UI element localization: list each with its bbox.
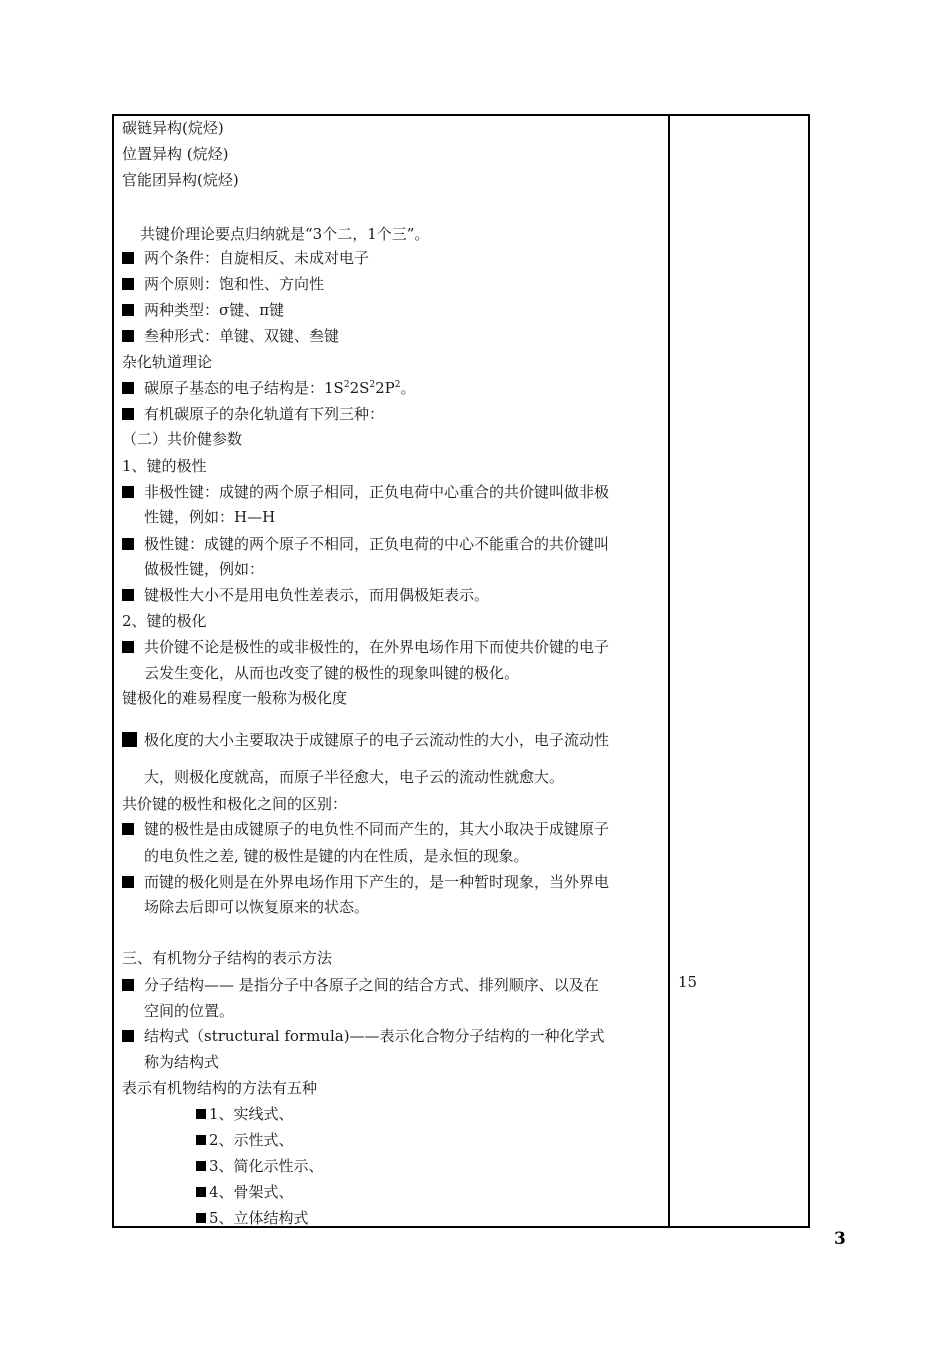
bullet-item: 有机碳原子的杂化轨道有下列三种：	[122, 405, 384, 423]
text-line: 碳链异构(烷烃)	[122, 119, 224, 137]
square-bullet-icon	[122, 823, 134, 835]
square-bullet-icon	[196, 1161, 206, 1171]
text-line-continued: 性键，例如：H—H	[144, 508, 276, 526]
square-bullet-icon	[122, 876, 134, 888]
square-bullet-icon	[122, 486, 134, 498]
square-bullet-icon	[122, 641, 134, 653]
text-line-continued: 称为结构式	[144, 1053, 220, 1071]
method-item: 2、示性式、	[196, 1131, 294, 1149]
bullet-item: 极性键：成键的两个原子不相同，正负电荷的中心不能重合的共价键叫	[122, 535, 609, 553]
square-bullet-icon	[196, 1213, 206, 1223]
bullet-item: 共价键不论是极性的或非极性的，在外界电场作用下而使共价键的电子	[122, 638, 609, 656]
method-item: 4、骨架式、	[196, 1183, 294, 1201]
square-bullet-icon	[122, 408, 134, 420]
bullet-item: 键的极性是由成键原子的电负性不同而产生的，其大小取决于成键原子	[122, 820, 609, 838]
text-line: 共键价理论要点归纳就是“3个二，1个三”。	[140, 225, 430, 243]
text-line: 表示有机物结构的方法有五种	[122, 1079, 318, 1097]
text-line: 官能团异构(烷烃)	[122, 171, 239, 189]
text-line: 杂化轨道理论	[122, 353, 213, 371]
square-bullet-icon	[122, 252, 134, 264]
bullet-item: 两个条件：自旋相反、未成对电子	[122, 249, 369, 267]
text-line: 共价键的极性和极化之间的区别：	[122, 795, 348, 813]
text-line: 2、键的极化	[122, 612, 207, 630]
content-table	[112, 114, 810, 1228]
bullet-item: 结构式（structural formula)——表示化合物分子结构的一种化学式	[122, 1027, 605, 1045]
text-line-continued: 做极性键，例如：	[144, 560, 265, 578]
page-number: 3	[834, 1229, 846, 1249]
bullet-item: 叁种形式：单键、双键、叁键	[122, 327, 339, 345]
square-bullet-icon	[196, 1109, 206, 1119]
bullet-item: 两个原则：饱和性、方向性	[122, 275, 324, 293]
text-line-continued: 空间的位置。	[144, 1002, 235, 1020]
square-bullet-icon	[122, 1030, 134, 1042]
method-item: 3、简化示性示、	[196, 1157, 324, 1175]
square-bullet-icon	[122, 382, 134, 394]
method-item: 1、实线式、	[196, 1105, 294, 1123]
time-cell	[678, 972, 798, 991]
square-bullet-icon	[122, 979, 134, 991]
square-bullet-icon	[122, 538, 134, 550]
text-line: 位置异构 (烷烃)	[122, 145, 229, 163]
square-bullet-icon	[122, 589, 134, 601]
bullet-item: 分子结构—— 是指分子中各原子之间的结合方式、排列顺序、以及在	[122, 976, 599, 994]
bullet-item: 键极性大小不是用电负性差表示，而用偶极矩表示。	[122, 586, 489, 604]
text-line: 键极化的难易程度一般称为极化度	[122, 689, 348, 707]
text-line: 1、键的极性	[122, 457, 207, 475]
square-bullet-icon	[122, 330, 134, 342]
square-bullet-icon	[196, 1187, 206, 1197]
time-value: 15	[678, 973, 698, 991]
square-bullet-icon	[122, 278, 134, 290]
bullet-item: 两种类型：σ键、π键	[122, 301, 284, 319]
section-heading: 三、有机物分子结构的表示方法	[122, 949, 333, 967]
bullet-item: 而键的极化则是在外界电场作用下产生的，是一种暂时现象，当外界电	[122, 873, 609, 891]
text-line-continued: 场除去后即可以恢复原来的状态。	[144, 898, 370, 916]
square-bullet-icon	[196, 1135, 206, 1145]
square-bullet-icon	[122, 304, 134, 316]
text-line: （二）共价健参数	[122, 430, 243, 448]
method-item: 5、立体结构式	[196, 1209, 309, 1227]
bullet-item: 极化度的大小主要取决于成键原子的电子云流动性的大小，电子流动性	[122, 731, 609, 749]
bullet-item: 碳原子基态的电子结构是：$1S^22S^22P^2$。	[122, 379, 416, 397]
text-line-continued: 云发生变化，从而也改变了键的极性的现象叫键的极化。	[144, 664, 520, 682]
column-divider	[668, 116, 670, 1226]
bullet-item: 非极性键：成键的两个原子相同，正负电荷中心重合的共价键叫做非极	[122, 483, 609, 501]
text-line-continued: 的电负性之差, 键的极性是键的内在性质，是永恒的现象。	[144, 847, 529, 865]
text-line-continued: 大，则极化度就高，而原子半径愈大，电子云的流动性就愈大。	[144, 768, 565, 786]
square-bullet-icon	[122, 732, 137, 747]
